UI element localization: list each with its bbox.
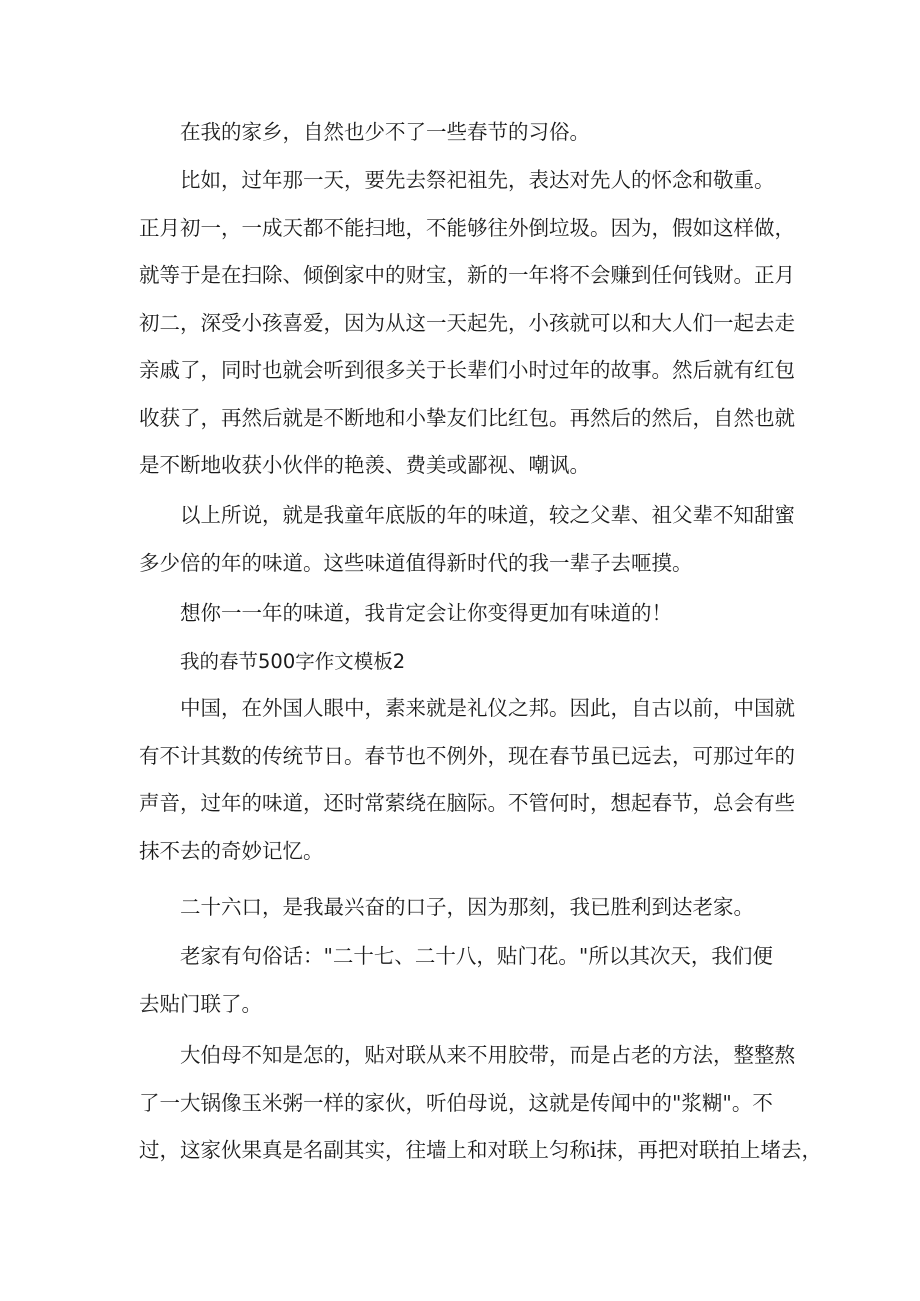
text-line: 抹不去的奇妙记忆。 bbox=[139, 838, 324, 863]
text-line: 声音，过年的味道，还时常萦绕在脑际。不管何时，想起春节，总会有些 bbox=[139, 791, 795, 815]
text-line: 老家有句俗话："二十七、二十八，贴门花。"所以其次天，我们便 bbox=[180, 944, 773, 968]
text-line: 正月初一，一成天都不能扫地，不能够往外倒垃圾。因为，假如这样做， bbox=[139, 215, 795, 240]
text-line: 比如，过年那一天，要先去祭祀祖先，表达对先人的怀念和敬重。 bbox=[180, 168, 775, 192]
text-line: 初二，深受小孩喜爱，因为从这一天起先，小孩就可以和大人们一起去走 bbox=[139, 310, 795, 335]
paragraph-missing-taste bbox=[180, 590, 672, 638]
text-line: 以上所说，就是我童年底版的年的味道，较之父辈、祖父辈不知甜蜜 bbox=[180, 503, 795, 527]
text-line: 去贴门联了。 bbox=[139, 991, 262, 1016]
text-line: 想你一一年的味道，我肯定会让你变得更加有味道的！ bbox=[180, 601, 672, 625]
text-line: 多少倍的年的味道。这些味道值得新时代的我一辈子去咂摸。 bbox=[139, 550, 693, 575]
paragraph-childhood-taste bbox=[139, 492, 795, 587]
paragraph-new-year-customs bbox=[139, 157, 795, 490]
text-line: 在我的家乡，自然也少不了一些春节的习俗。 bbox=[180, 120, 590, 144]
text-line: 大伯母不知是怎的，贴对联从来不用胶带，而是占老的方法，整整熬 bbox=[180, 1043, 795, 1067]
paragraph-china-festivals bbox=[139, 685, 795, 875]
text-line: 二十六口，是我最兴奋的口子，因为那刻，我已胜利到达老家。 bbox=[180, 895, 754, 919]
essay-subtitle bbox=[180, 638, 405, 686]
text-line: 了一大锅像玉米粥一样的家伙，听伯母说，这就是传闻中的"浆糊"。不 bbox=[139, 1090, 773, 1115]
text-line: 收获了，再然后就是不断地和小挚友们比红包。再然后的然后，自然也就 bbox=[139, 405, 795, 430]
paragraph-arrival-hometown bbox=[180, 884, 754, 932]
paragraph-saying bbox=[139, 933, 773, 1028]
paragraph-paste-couplets bbox=[139, 1032, 822, 1175]
text-line: 我的春节500字作文模板2 bbox=[180, 650, 406, 673]
text-line: 是不断地收获小伙伴的艳羡、费美或鄙视、嘲讽。 bbox=[139, 453, 590, 477]
text-line: 过，这家伙果真是名副其实，往墙上和对联上匀称i抹，再把对联拍上堵去， bbox=[139, 1138, 823, 1162]
text-line: 中国，在外国人眼中，素来就是礼仪之邦。因此，自古以前，中国就 bbox=[180, 696, 795, 720]
text-line: 有不计其数的传统节日。春节也不例外，现在春节虽已远去，可那过年的 bbox=[139, 743, 795, 768]
text-line: 亲戚了，同时也就会听到很多关于长辈们小时过年的故事。然后就有红包 bbox=[139, 358, 795, 382]
paragraph-hometown-customs bbox=[180, 109, 590, 157]
text-line: 就等于是在扫除、倾倒家中的财宝，新的一年将不会赚到任何钱财。正月 bbox=[139, 263, 795, 287]
